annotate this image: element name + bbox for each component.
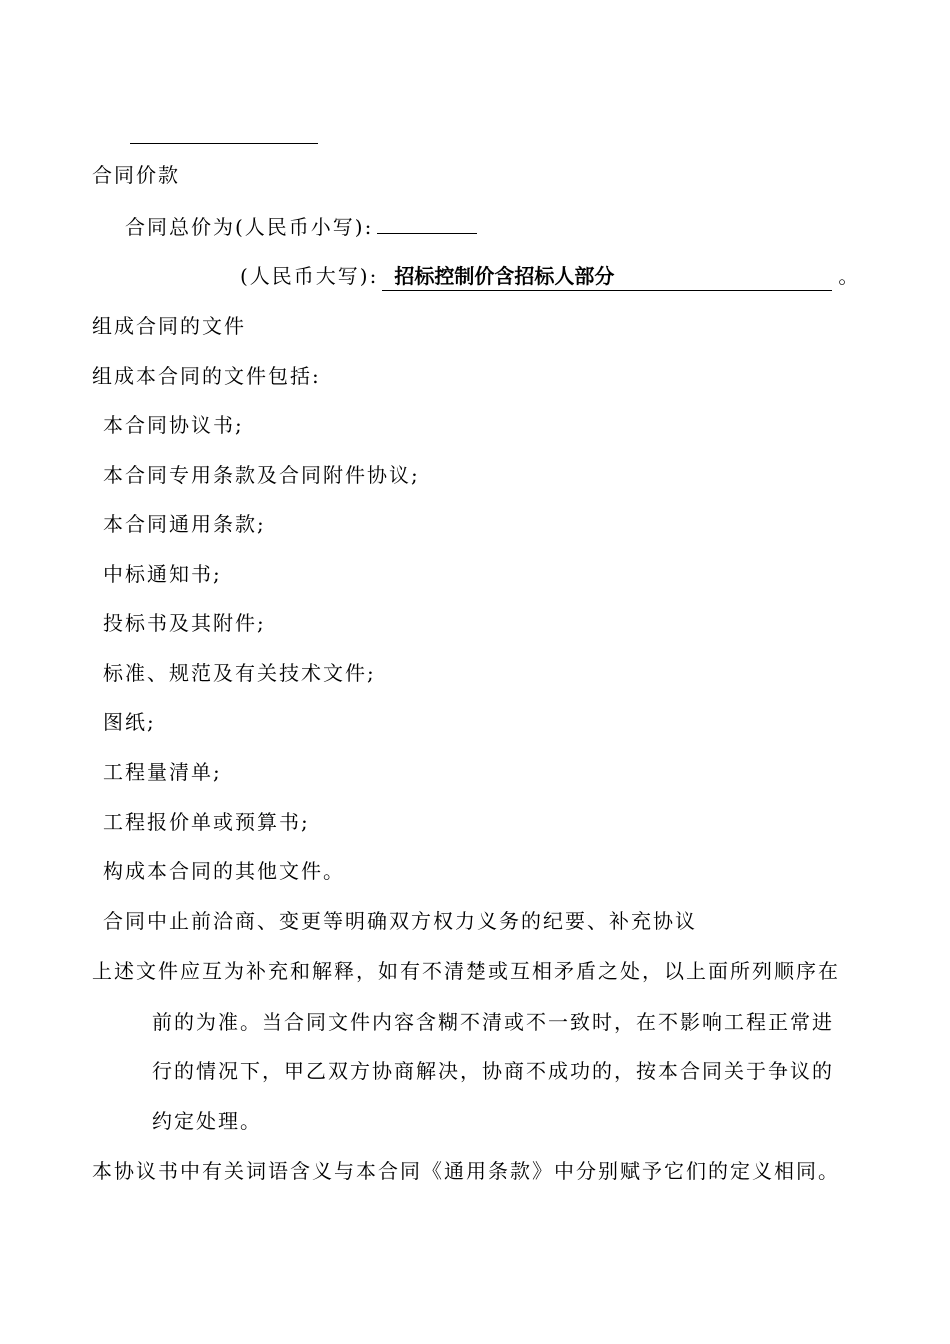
total-price-big-label: (人民币大写): — [240, 264, 379, 288]
order-paragraph-line: 前的为准。当合同文件内容含糊不清或不一致时，在不影响工程正常进 — [152, 1010, 834, 1034]
order-paragraph-line: 行的情况下，甲乙双方协商解决，协商不成功的，按本合同关于争议的 — [152, 1059, 834, 1083]
total-price-small-blank — [377, 213, 477, 234]
total-price-small-row — [125, 213, 477, 241]
total-price-big-row — [240, 262, 860, 291]
documents-intro: 组成本合同的文件包括: — [92, 364, 321, 388]
order-paragraph-line: 上述文件应互为补充和解释，如有不清楚或互相矛盾之处，以上面所列顺序在 — [92, 959, 840, 983]
document-item: 本合同协议书; — [103, 413, 244, 437]
document-item: 投标书及其附件; — [103, 611, 266, 635]
document-item: 标准、规范及有关技术文件; — [103, 661, 376, 685]
total-price-small-label: 合同总价为(人民币小写): — [125, 215, 374, 239]
document-item: 工程量清单; — [103, 760, 222, 784]
document-item: 中标通知书; — [103, 562, 222, 586]
documents-heading: 组成合同的文件 — [92, 314, 246, 338]
document-item: 合同中止前洽商、变更等明确双方权力义务的纪要、补充协议 — [103, 909, 697, 933]
document-item: 工程报价单或预算书; — [103, 810, 310, 834]
total-price-big-value: 招标控制价含招标人部分 — [382, 262, 832, 291]
top-blank-rule — [130, 143, 318, 144]
document-item: 本合同专用条款及合同附件协议; — [103, 463, 420, 487]
definition-paragraph: 本协议书中有关词语含义与本合同《通用条款》中分别赋予它们的定义相同。 — [92, 1159, 840, 1183]
contract-price-heading: 合同价款 — [92, 163, 180, 187]
total-price-big-end: 。 — [838, 264, 861, 288]
order-paragraph-line: 约定处理。 — [152, 1109, 262, 1133]
document-item: 本合同通用条款; — [103, 512, 266, 536]
document-item: 图纸; — [103, 710, 156, 734]
document-item: 构成本合同的其他文件。 — [103, 859, 345, 883]
